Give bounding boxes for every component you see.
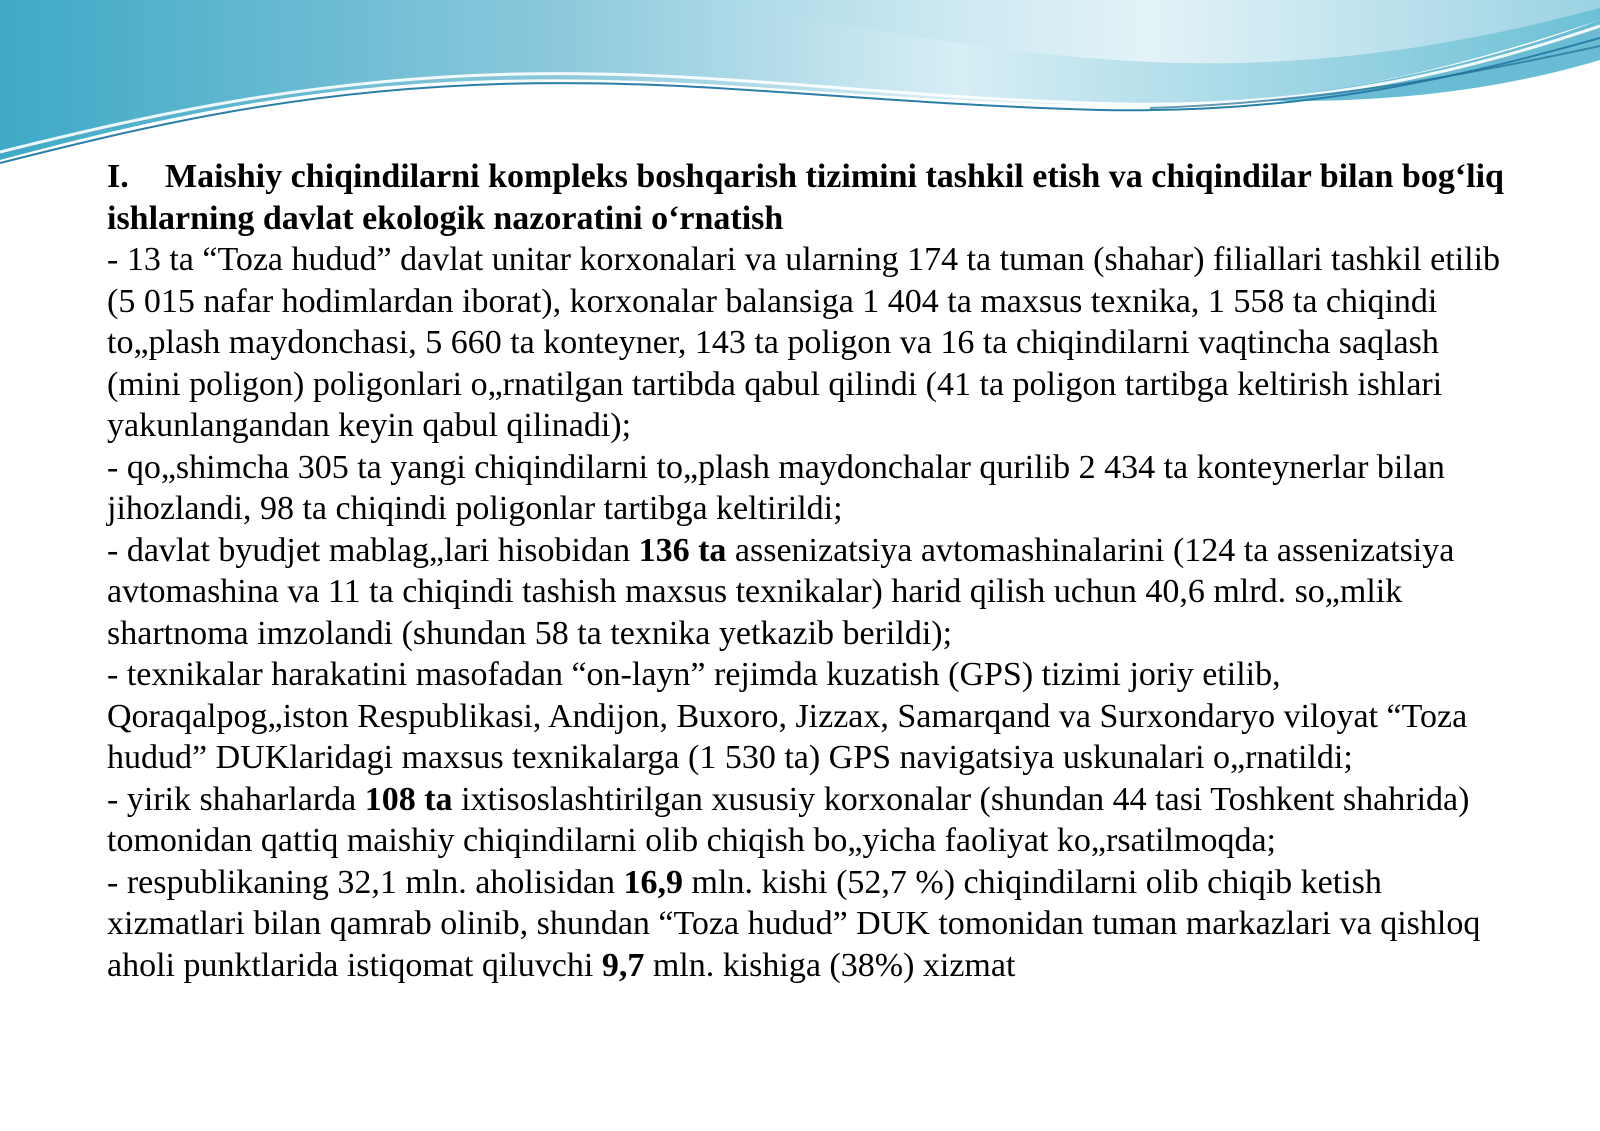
paragraph-text: - yirik shaharlarda <box>107 780 365 818</box>
section-number: I. <box>107 158 129 195</box>
paragraph-text: mln. kishiga (38%) xizmat <box>644 946 1016 984</box>
slide-body <box>107 156 1507 986</box>
paragraph-text: - davlat byudjet mablag„lari hisobidan <box>107 531 639 569</box>
section-title: Maishiy chiqindilarni kompleks boshqarish tizimini tashkil etish va chiqindilar bilan bog‘liq ishlarning davlat ekologik nazoratini o‘rnatish <box>107 158 1504 237</box>
bullet-paragraph-3 <box>107 530 1507 655</box>
paragraph-text: - qo„shimcha 305 ta yangi chiqindilarni to„plash maydonchalar qurilib 2 434 ta konteynerlar bilan jihozlandi, 98 ta chiqindi poligonlar tartibga keltirildi; <box>107 448 1445 527</box>
highlight-number: 16,9 <box>623 863 684 901</box>
paragraph-text: assenizatsiya avtomashinalarini (124 ta assenizatsiya avtomashina va 11 ta chiqindi tashish maxsus texnikalar) harid qilish uchun 40,6 mlrd. so„mlik shartnoma imzolandi (shundan 58 ta texnika yetkazib berildi); <box>107 531 1455 652</box>
highlight-number: 108 ta <box>364 780 453 818</box>
bullet-paragraph-5 <box>107 779 1507 862</box>
paragraph-text: mln. kishi (52,7 %) chiqindilarni olib chiqib ketish xizmatlari bilan qamrab olinib, shundan “Toza hudud” DUK tomonidan tuman markazlari va qishloq aholi punktlarida istiqomat qiluvchi <box>107 863 1481 984</box>
section-heading <box>107 156 1507 239</box>
highlight-number: 136 ta <box>638 531 727 569</box>
bullet-paragraph-4 <box>107 654 1507 779</box>
paragraph-text: - respublikaning 32,1 mln. aholisidan <box>107 863 624 901</box>
highlight-number: 9,7 <box>601 946 645 984</box>
paragraph-text: - texnikalar harakatini masofadan “on-layn” rejimda kuzatish (GPS) tizimi joriy etilib, Qoraqalpog„iston Respublikasi, Andijon, Buxoro, Jizzax, Samarqand va Surxondaryo viloyat “Toza hudud” DUKlaridagi maxsus texnikalarga (1 530 ta) GPS navigatsiya uskunalari o„rnatildi; <box>107 656 1468 776</box>
paragraph-text: - 13 ta “Toza hudud” davlat unitar korxonalari va ularning 174 ta tuman (shahar) filiallari tashkil etilib (5 015 nafar hodimlardan iborat), korxonalar balansiga 1 404 ta maxsus texnika, 1 558 ta chiqindi to„plash maydonchasi, 5 660 ta konteyner, 143 ta poligon va 16 ta chiqindilarni vaqtincha saqlash (mini poligon) poligonlari o„rnatilgan tartibda qabul qilindi (41 ta poligon tartibga keltirish ishlari yakunlangandan keyin qabul qilinadi); <box>107 241 1501 444</box>
bullet-paragraph-1 <box>107 239 1507 447</box>
bullet-paragraph-6 <box>107 862 1507 987</box>
paragraph-text: ixtisoslashtirilgan xususiy korxonalar (shundan 44 tasi Toshkent shahrida) tomonidan qattiq maishiy chiqindilarni olib chiqish bo„yicha faoliyat ko„rsatilmoqda; <box>107 780 1470 859</box>
bullet-paragraph-2 <box>107 447 1507 530</box>
